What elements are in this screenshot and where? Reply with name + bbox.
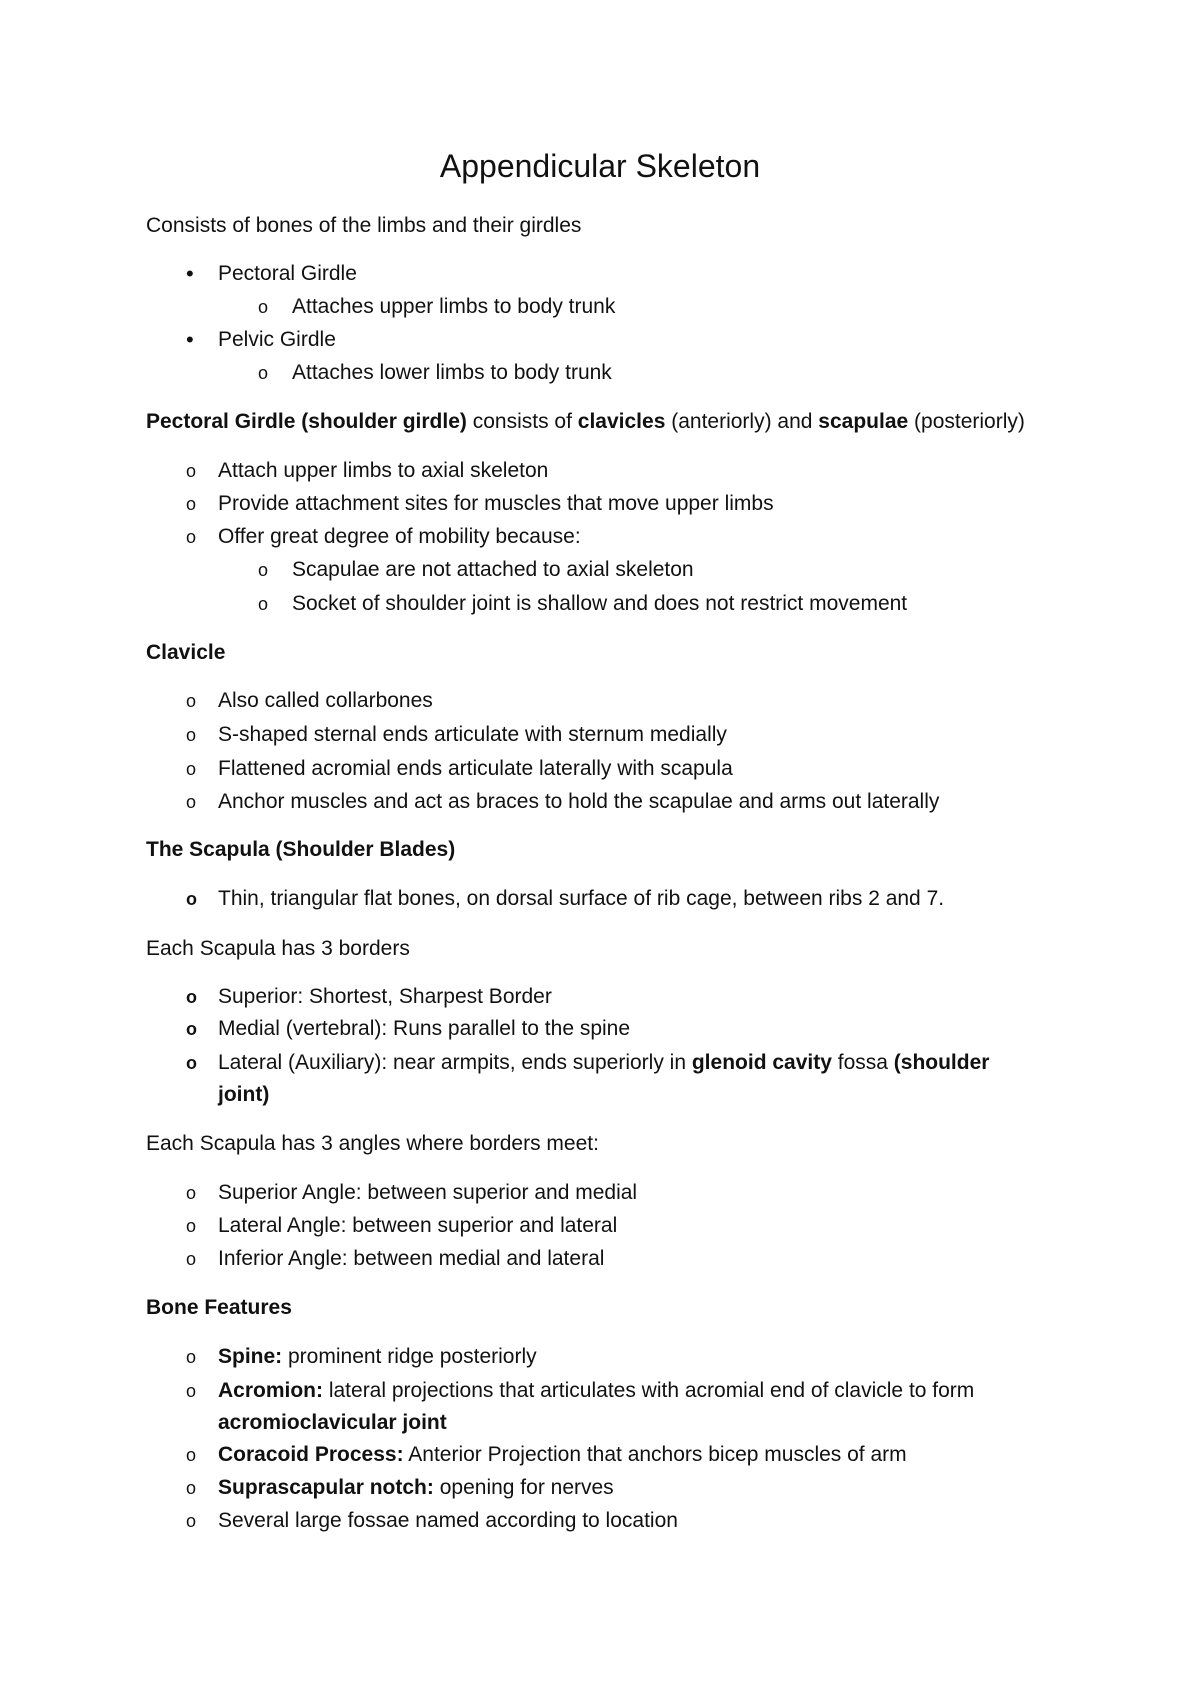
circle-bullet-icon: o xyxy=(186,1249,197,1269)
list-item: Attach upper limbs to axial skeleton xyxy=(218,459,549,482)
circle-bullet-icon: o xyxy=(186,461,197,481)
list-subitem: Attaches lower limbs to body trunk xyxy=(292,361,612,384)
list-item: S-shaped sternal ends articulate with sternum medially xyxy=(218,723,727,746)
circle-bullet-icon: o xyxy=(186,889,197,909)
list-item: Superior: Shortest, Sharpest Border xyxy=(218,985,552,1008)
circle-bullet-icon: o xyxy=(186,725,197,745)
list-item: Thin, triangular flat bones, on dorsal surface of rib cage, between ribs 2 and 7. xyxy=(218,887,945,910)
list-item: Also called collarbones xyxy=(218,689,433,712)
circle-bullet-icon: o xyxy=(258,363,269,383)
list-subitem: Attaches upper limbs to body trunk xyxy=(292,295,616,318)
circle-bullet-icon: o xyxy=(186,691,197,711)
clavicle-heading: Clavicle xyxy=(146,641,226,664)
disc-bullet-icon: • xyxy=(186,261,194,286)
clavicles-term: clavicles xyxy=(577,410,666,433)
scapulae-term: scapulae xyxy=(818,410,909,433)
circle-bullet-icon: o xyxy=(186,1381,197,1401)
list-item: Provide attachment sites for muscles that move upper limbs xyxy=(218,492,774,515)
circle-bullet-icon: o xyxy=(186,1216,197,1236)
list-item: Flattened acromial ends articulate laterally with scapula xyxy=(218,757,733,780)
list-item: Medial (vertebral): Runs parallel to the spine xyxy=(218,1017,631,1040)
list-item: Lateral (Auxiliary): near armpits, ends superiorly in glenoid cavity fossa (shoulder xyxy=(218,1051,990,1074)
circle-bullet-icon: o xyxy=(186,527,197,547)
circle-bullet-icon: o xyxy=(186,1019,197,1039)
list-subitem: Socket of shoulder joint is shallow and does not restrict movement xyxy=(292,592,908,615)
page-title: Appendicular Skeleton xyxy=(439,148,761,184)
borders-intro: Each Scapula has 3 borders xyxy=(146,937,410,960)
scapula-heading: The Scapula (Shoulder Blades) xyxy=(146,838,456,861)
pectoral-heading: Pectoral Girdle (shoulder girdle) consists of clavicles (anteriorly) and scapulae (posteriorly) xyxy=(146,410,1025,433)
circle-bullet-icon: o xyxy=(186,494,197,514)
circle-bullet-icon: o xyxy=(186,987,197,1007)
list-item: Coracoid Process: Anterior Projection that anchors bicep muscles of arm xyxy=(218,1443,907,1466)
pectoral-term: Pectoral Girdle (shoulder girdle) xyxy=(146,410,467,433)
circle-bullet-icon: o xyxy=(258,594,269,614)
circle-bullet-icon: o xyxy=(186,1053,197,1073)
list-item: Inferior Angle: between medial and lateral xyxy=(218,1247,605,1270)
list-subitem: Scapulae are not attached to axial skeleton xyxy=(292,558,694,581)
circle-bullet-icon: o xyxy=(186,1478,197,1498)
list-item: Pelvic Girdle xyxy=(218,328,336,351)
list-item: Suprascapular notch: opening for nerves xyxy=(218,1476,614,1499)
list-item: Lateral Angle: between superior and lateral xyxy=(218,1214,618,1237)
circle-bullet-icon: o xyxy=(186,792,197,812)
circle-bullet-icon: o xyxy=(186,1511,197,1531)
circle-bullet-icon: o xyxy=(186,1445,197,1465)
list-item: Offer great degree of mobility because: xyxy=(218,525,581,548)
list-item: Superior Angle: between superior and medial xyxy=(218,1181,638,1204)
circle-bullet-icon: o xyxy=(258,560,269,580)
features-heading: Bone Features xyxy=(146,1296,292,1319)
list-item: Spine: prominent ridge posteriorly xyxy=(218,1345,537,1368)
list-item: Pectoral Girdle xyxy=(218,262,357,285)
circle-bullet-icon: o xyxy=(186,759,197,779)
list-item: Several large fossae named according to location xyxy=(218,1509,678,1532)
glenoid-cavity-term: glenoid cavity xyxy=(691,1051,832,1074)
circle-bullet-icon: o xyxy=(186,1183,197,1203)
intro-text: Consists of bones of the limbs and their girdles xyxy=(146,214,582,237)
list-item-continuation: joint) xyxy=(218,1083,270,1106)
list-item-continuation: acromioclavicular joint xyxy=(218,1411,447,1434)
list-item: Anchor muscles and act as braces to hold the scapulae and arms out laterally xyxy=(218,790,940,813)
circle-bullet-icon: o xyxy=(186,1347,197,1367)
list-item: Acromion: lateral projections that articulates with acromial end of clavicle to form xyxy=(218,1379,975,1402)
circle-bullet-icon: o xyxy=(258,297,269,317)
angles-intro: Each Scapula has 3 angles where borders meet: xyxy=(146,1132,599,1155)
disc-bullet-icon: • xyxy=(186,327,194,352)
